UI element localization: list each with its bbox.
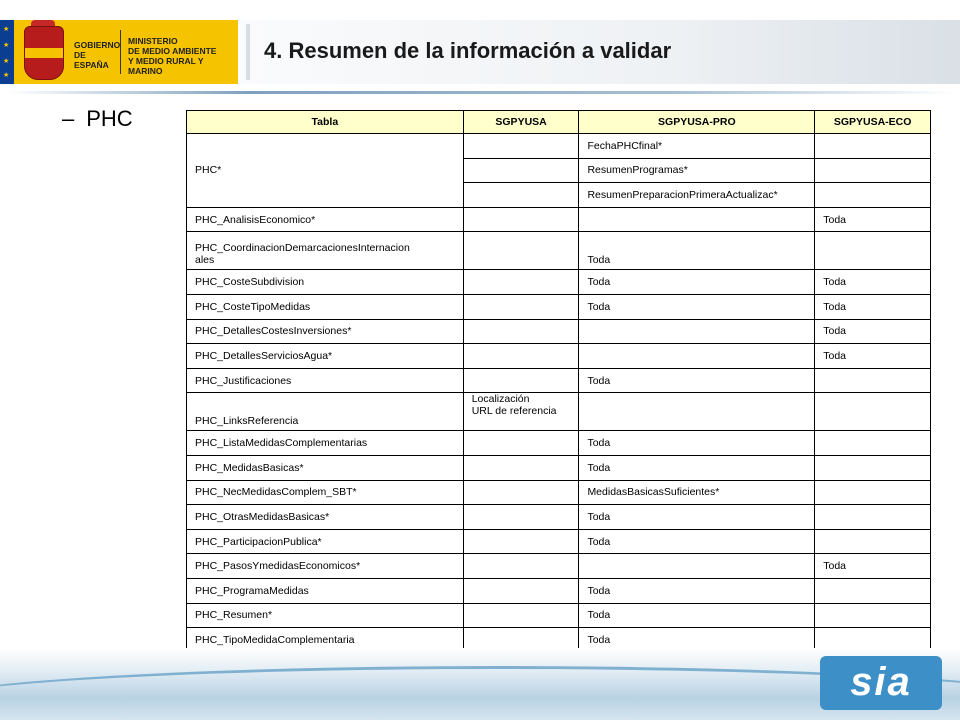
table-cell-tabla: PHC_AnalisisEconomico* [187,207,464,232]
table-cell-sgpyusa [463,232,579,270]
table-cell-pro: Toda [579,368,815,393]
table-row [187,554,931,579]
table-cell-eco: Toda [815,294,931,319]
logo-ministry-text: MINISTERIO DE MEDIO AMBIENTE Y MEDIO RURAL Y MARINO [128,36,217,76]
bullet-dash: – [62,106,75,131]
table-cell-tabla: PHC_Resumen* [187,603,464,628]
table-cell-sgpyusa [463,270,579,295]
table-cell-pro: Toda [579,431,815,456]
table-cell-eco [815,431,931,456]
table-cell-tabla: PHC_PasosYmedidasEconomicos* [187,554,464,579]
table-cell-pro: Toda [579,529,815,554]
table-cell-pro [579,344,815,369]
logo-government-text: GOBIERNO DE ESPAÑA [74,40,121,70]
table-cell-eco [815,455,931,480]
table-row [187,578,931,603]
table-cell-pro: Toda [579,603,815,628]
header-sgpyusa-eco: SGPYUSA-ECO [815,111,931,134]
table-cell-tabla: PHC_TipoMedidaComplementaria [187,628,464,653]
table-cell-pro: ResumenProgramas* [579,158,815,183]
table-cell-sgpyusa [463,344,579,369]
table-row [187,393,931,431]
logo-divider [120,30,121,74]
table-cell-eco [815,183,931,208]
table-cell-tabla: PHC_ProgramaMedidas [187,578,464,603]
table-cell-sgpyusa [463,319,579,344]
table-cell-tabla: PHC_ListaMedidasComplementarias [187,431,464,456]
table-cell-eco [815,232,931,270]
table-cell-eco: Toda [815,319,931,344]
header-tabla: Tabla [187,111,464,134]
sia-logo-text: sia [850,660,912,704]
table-cell-eco [815,393,931,431]
table-cell-eco: Toda [815,554,931,579]
table-cell-eco: Toda [815,344,931,369]
table-cell-tabla: PHC_NecMedidasComplem_SBT* [187,480,464,505]
table-row [187,232,931,270]
table-cell-pro: FechaPHCfinal* [579,134,815,159]
table-cell-eco [815,480,931,505]
table-cell-pro [579,393,815,431]
table-cell-sgpyusa [463,158,579,183]
table-cell-sgpyusa [463,134,579,159]
table-cell-eco [815,505,931,530]
table-cell-sgpyusa [463,603,579,628]
table-row [187,207,931,232]
table-row [187,603,931,628]
table-cell-tabla: PHC_OtrasMedidasBasicas* [187,505,464,530]
validation-table [186,110,931,653]
table-row [187,455,931,480]
table-cell-pro: Toda [579,578,815,603]
ministry-logo [0,20,238,84]
page-title: 4. Resumen de la información a validar [264,38,672,63]
table-row [187,134,931,159]
table-cell-eco [815,603,931,628]
header-sgpyusa-pro: SGPYUSA-PRO [579,111,815,134]
table-cell-sgpyusa [463,207,579,232]
table-cell-pro: Toda [579,505,815,530]
table-cell-pro: Toda [579,232,815,270]
table-cell-tabla: PHC_CosteSubdivision [187,270,464,295]
table-cell-sgpyusa [463,578,579,603]
table-cell-sgpyusa [463,368,579,393]
table-cell-pro [579,319,815,344]
table-cell-sgpyusa [463,554,579,579]
table-cell-sgpyusa [463,505,579,530]
table-cell-sgpyusa [463,431,579,456]
table-cell-eco [815,368,931,393]
eu-flag-icon: ★ ★ ★ ★ [0,20,14,84]
table-row [187,319,931,344]
table-cell-pro: Toda [579,294,815,319]
table-row [187,529,931,554]
table-row [187,480,931,505]
table-cell-pro: Toda [579,455,815,480]
table-cell-eco [815,134,931,159]
table-row [187,505,931,530]
table-cell-pro: ResumenPreparacionPrimeraActualizac* [579,183,815,208]
table-cell-sgpyusa: Localización URL de referencia [463,393,579,431]
table-cell-tabla: PHC_MedidasBasicas* [187,455,464,480]
table-cell-pro [579,554,815,579]
table-cell-sgpyusa [463,455,579,480]
table-cell-sgpyusa [463,183,579,208]
table-header-row [187,111,931,134]
table-row [187,344,931,369]
table-cell-sgpyusa [463,294,579,319]
table-row [187,270,931,295]
sia-logo [820,656,942,710]
table-cell-sgpyusa [463,529,579,554]
header-sgpyusa: SGPYUSA [463,111,579,134]
bullet-text: PHC [86,106,133,131]
table-cell-eco: Toda [815,207,931,232]
bullet-item [62,106,133,132]
table-cell-pro: Toda [579,628,815,653]
table-cell-tabla: PHC_CosteTipoMedidas [187,294,464,319]
table-cell-eco [815,158,931,183]
table-row [187,368,931,393]
table-row [187,431,931,456]
coat-of-arms-icon [24,26,64,80]
table-cell-tabla: PHC_ParticipacionPublica* [187,529,464,554]
table-cell-tabla: PHC_DetallesCostesInversiones* [187,319,464,344]
table-cell-pro: MedidasBasicasSuficientes* [579,480,815,505]
table-cell-tabla: PHC_LinksReferencia [187,393,464,431]
table-cell-pro [579,207,815,232]
footer-wave [0,648,960,720]
table-cell-tabla: PHC_Justificaciones [187,368,464,393]
table-cell-tabla: PHC* [187,134,464,208]
table-row [187,294,931,319]
table-cell-sgpyusa [463,480,579,505]
table-cell-tabla: PHC_CoordinacionDemarcacionesInternacion ales [187,232,464,270]
table-cell-eco [815,529,931,554]
table-cell-tabla: PHC_DetallesServiciosAgua* [187,344,464,369]
table-cell-eco [815,578,931,603]
table-cell-pro: Toda [579,270,815,295]
header-divider [8,91,960,94]
table-cell-eco: Toda [815,270,931,295]
